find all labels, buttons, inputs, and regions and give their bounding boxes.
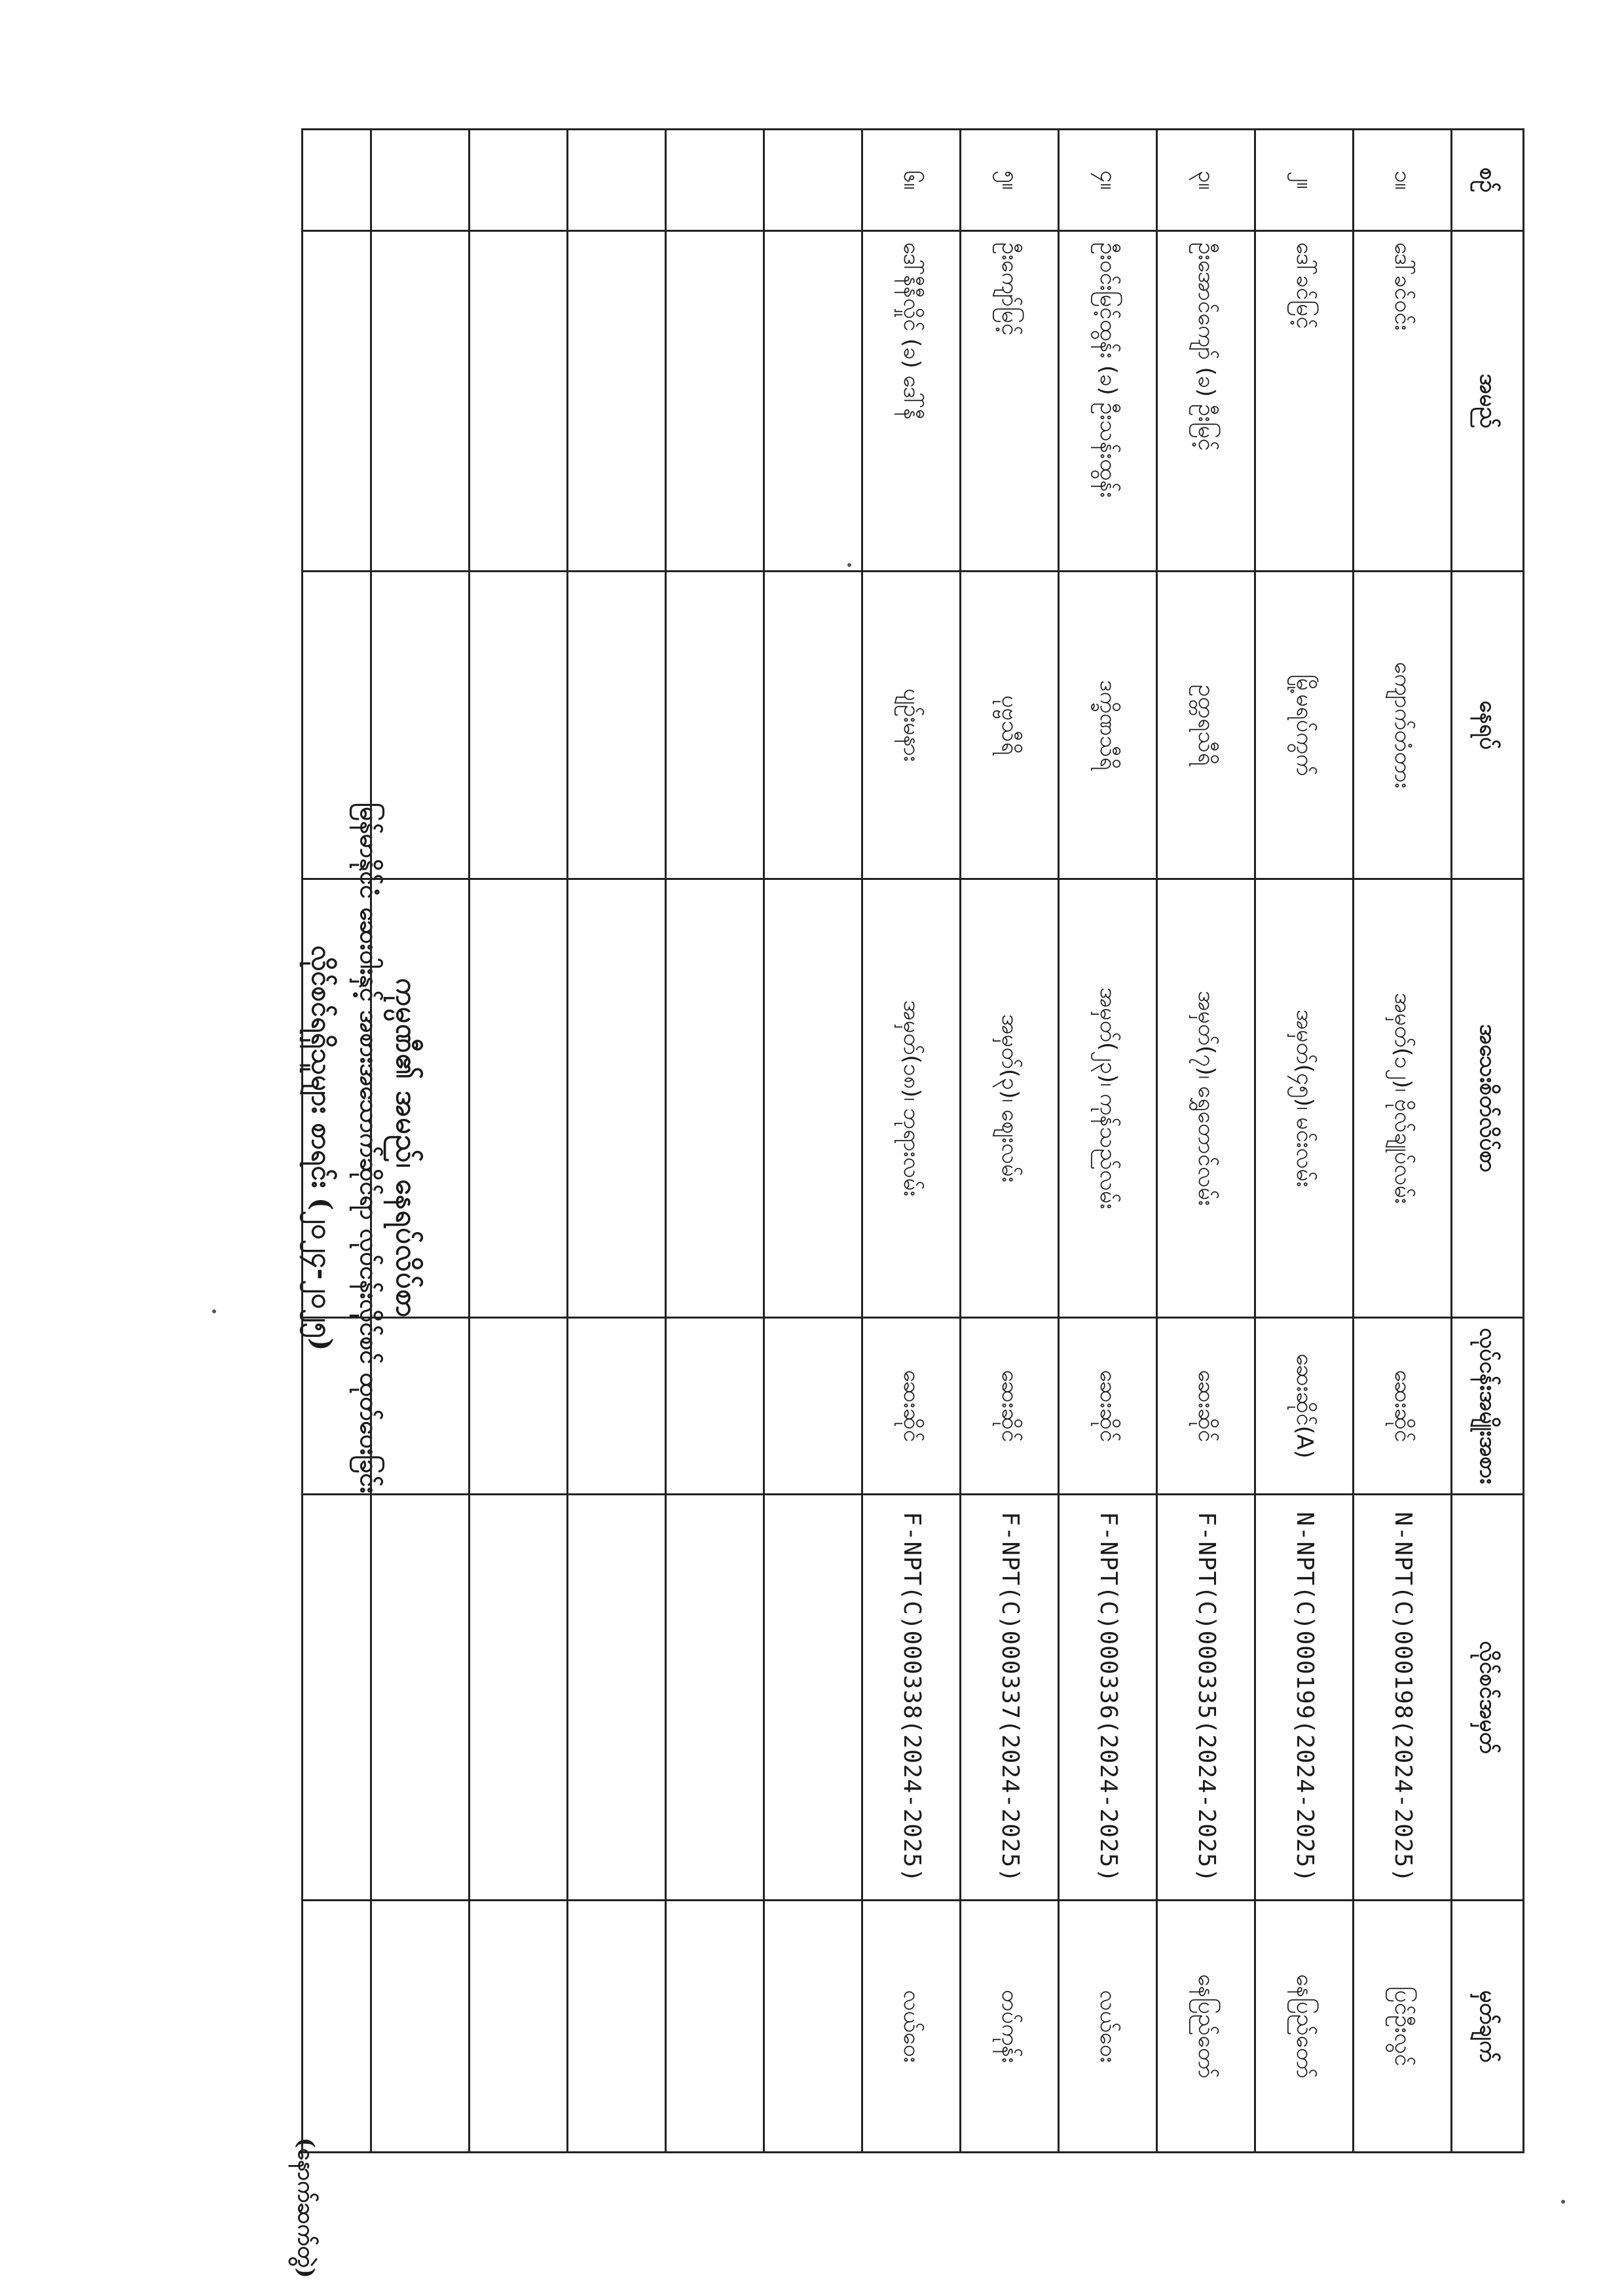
cell-type: ဆေးဆိုင် — [1354, 1318, 1452, 1495]
empty-cell — [303, 1318, 371, 1495]
empty-cell — [568, 231, 666, 572]
document-subtitle: မြန်မာနိုင်ငံ ဆေးဝါးနှင့် အစားအသောက်ဆိုင်ရာ လုပ်ငန်းလိုင်စင် ထုတ်ပေးခြင်း — [355, 803, 384, 1493]
empty-cell — [764, 231, 862, 572]
empty-cell — [764, 1495, 862, 1901]
empty-cell — [568, 1318, 666, 1495]
header-place: နေရပ် — [1452, 572, 1524, 879]
empty-cell — [764, 879, 862, 1318]
empty-cell — [666, 879, 764, 1318]
cell-detail: အမှတ်(၂၃)၊ ကုန်သည်လမ်း — [1059, 879, 1157, 1318]
empty-cell — [371, 1901, 470, 2153]
cell-name: ဦးအောင်ကျော် (ခ) ဦးမြင့် — [1157, 231, 1255, 572]
cell-remark: တပ်ကုန်း — [961, 1901, 1059, 2153]
empty-table-row — [764, 130, 862, 2153]
scan-speck — [1561, 2200, 1565, 2204]
cell-detail: အမှတ်(၁၂)၊ ဗိုလ်ချုပ်လမ်း — [1354, 879, 1452, 1318]
cell-name: ဦးဝင်းမြင့်ထွန်း (ခ) ဦးသန်းထွန်း — [1059, 231, 1157, 572]
cell-name: ဒေါ်ခင်မြင့် — [1255, 231, 1354, 572]
scan-speck — [212, 1309, 216, 1313]
table-header-row — [1452, 130, 1524, 2153]
cell-detail: အမှတ်(၇)၊ ရွှေတောင်လမ်း — [1157, 879, 1255, 1318]
cell-license: F-NPT(C)000338(2024-2025) — [862, 1495, 961, 1901]
cell-detail: အမှတ်(၁၈)၊ ဘုရားလမ်း — [862, 879, 961, 1318]
cell-place: ဒက္ခိဏသီရိ — [1059, 572, 1157, 879]
empty-cell — [666, 1901, 764, 2153]
empty-cell — [303, 1495, 371, 1901]
empty-cell — [764, 130, 862, 231]
cell-name: ဦးကျော်မြင့် — [961, 231, 1059, 572]
empty-table-row — [470, 130, 568, 2153]
header-no: စဉ် — [1452, 130, 1524, 231]
table-row — [1157, 130, 1255, 2153]
empty-table-row — [568, 130, 666, 2153]
cell-no: ၂။ — [1255, 130, 1354, 231]
empty-cell — [470, 879, 568, 1318]
empty-cell — [371, 1318, 470, 1495]
cell-type: ဆေးဆိုင်(A) — [1255, 1318, 1354, 1495]
cell-remark: နေပြည်တော် — [1157, 1901, 1255, 2153]
empty-cell — [470, 130, 568, 231]
cell-remark: လယ်ဝေး — [862, 1901, 961, 2153]
empty-cell — [764, 1318, 862, 1495]
empty-cell — [303, 1901, 371, 2153]
empty-cell — [470, 1318, 568, 1495]
empty-cell — [303, 879, 371, 1318]
empty-cell — [470, 1495, 568, 1901]
empty-cell — [303, 572, 371, 879]
cell-type: ဆေးဆိုင် — [862, 1318, 961, 1495]
empty-table-row — [371, 130, 470, 2153]
empty-cell — [303, 231, 371, 572]
empty-cell — [470, 1901, 568, 2153]
empty-cell — [568, 879, 666, 1318]
table-row — [961, 130, 1059, 2153]
empty-cell — [666, 231, 764, 572]
empty-cell — [303, 130, 371, 231]
header-detail: အသေးစိတ်လိပ်စာ — [1452, 879, 1524, 1318]
empty-table-row — [303, 130, 371, 2153]
cell-place: ဥတ္တရသီရိ — [1157, 572, 1255, 879]
empty-cell — [371, 231, 470, 572]
header-name: အမည် — [1452, 231, 1524, 572]
cell-license: N-NPT(C)000198(2024-2025) — [1354, 1495, 1452, 1901]
empty-cell — [764, 1901, 862, 2153]
empty-cell — [568, 1901, 666, 2153]
empty-cell — [371, 572, 470, 879]
cell-detail: အမှတ်(၃)၊ စျေးလမ်း — [961, 879, 1059, 1318]
empty-cell — [371, 879, 470, 1318]
cell-detail: အမှတ်(၄၅)၊ မင်းလမ်း — [1255, 879, 1354, 1318]
empty-cell — [371, 1495, 470, 1901]
cell-place: မြို့မရပ်ကွက် — [1255, 572, 1354, 879]
scan-speck — [847, 563, 851, 567]
empty-cell — [568, 130, 666, 231]
cell-type: ဆေးဆိုင် — [1059, 1318, 1157, 1495]
cell-name: ဒေါ်ခင်ဝင်း — [1354, 231, 1452, 572]
cell-remark: နေပြည်တော် — [1255, 1901, 1354, 2153]
table-row — [1255, 130, 1354, 2153]
cell-remark: ပြင်ဦးလွင် — [1354, 1901, 1452, 2153]
cell-no: ၁။ — [1354, 130, 1452, 231]
table-row — [1354, 130, 1452, 2153]
cell-remark: လယ်ဝေး — [1059, 1901, 1157, 2153]
cell-type: ဆေးဆိုင် — [961, 1318, 1059, 1495]
table-row — [1059, 130, 1157, 2153]
empty-cell — [666, 1318, 764, 1495]
page-note: (နောက်ဆက်တွဲ) — [293, 2138, 319, 2278]
cell-no: ၆။ — [862, 130, 961, 231]
empty-cell — [568, 1495, 666, 1901]
document-subtitle-2: လိုင်စင်ရရှိသူများ စာရင်း (၂၀၂၄-၂၀၂၅) — [306, 945, 338, 1351]
cell-type: ဆေးဆိုင် — [1157, 1318, 1255, 1495]
cell-place: ပုဗ္ဗသီရိ — [961, 572, 1059, 879]
header-type: လုပ်ငန်းအမျိုးအစား — [1452, 1318, 1524, 1495]
cell-license: N-NPT(C)000199(2024-2025) — [1255, 1495, 1354, 1901]
header-remark: မှတ်ချက် — [1452, 1901, 1524, 2153]
empty-cell — [666, 572, 764, 879]
empty-cell — [371, 130, 470, 231]
empty-table-row — [666, 130, 764, 2153]
cell-place: ကျောက်တံတား — [1354, 572, 1452, 879]
empty-cell — [470, 572, 568, 879]
cell-no: ၃။ — [1157, 130, 1255, 231]
cell-name: ဒေါ်နီနီလှိုင် (ခ) ဒေါ်နီ — [862, 231, 961, 572]
cell-license: F-NPT(C)000335(2024-2025) — [1157, 1495, 1255, 1901]
empty-cell — [764, 572, 862, 879]
cell-license: F-NPT(C)000336(2024-2025) — [1059, 1495, 1157, 1901]
cell-place: ပျဉ်းမနား — [862, 572, 961, 879]
table-row — [862, 130, 961, 2153]
empty-cell — [666, 1495, 764, 1901]
cell-no: ၄။ — [1059, 130, 1157, 231]
cell-license: F-NPT(C)000337(2024-2025) — [961, 1495, 1059, 1901]
register-table — [301, 128, 1524, 2153]
header-license: လိုင်စင်အမှတ် — [1452, 1495, 1524, 1901]
cell-no: ၅။ — [961, 130, 1059, 231]
empty-cell — [568, 572, 666, 879]
document-title: ကုမ္ပဏီ၏ အမည်၊ နေရပ်လိပ်စာ — [390, 977, 423, 1319]
empty-cell — [666, 130, 764, 231]
empty-cell — [470, 231, 568, 572]
